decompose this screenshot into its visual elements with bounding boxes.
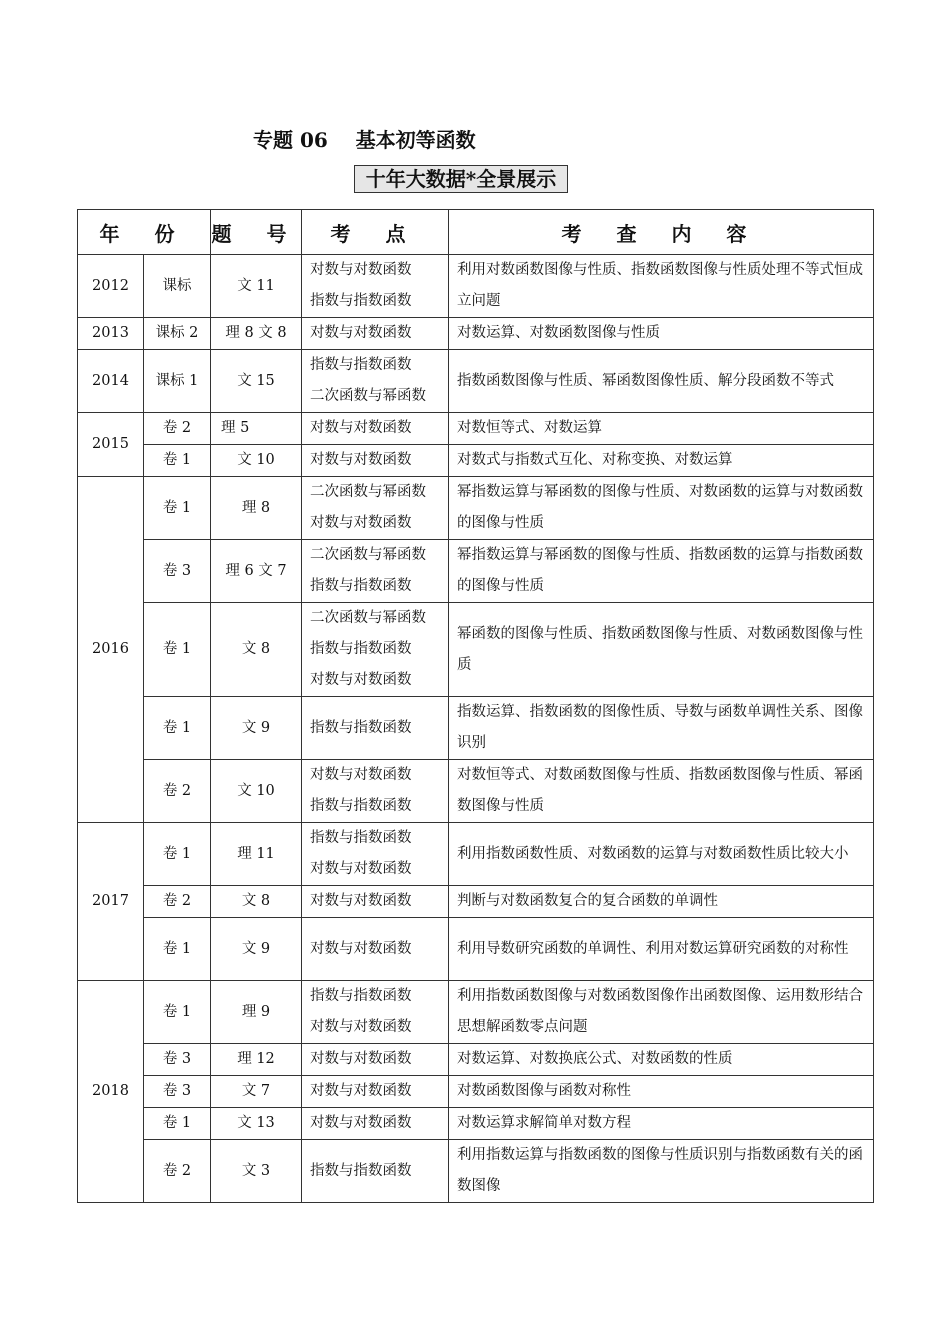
table-row xyxy=(78,540,874,603)
topic-line: 对数与对数函数 xyxy=(310,672,412,688)
topic-cell xyxy=(302,1076,449,1108)
topic-line: 对数与对数函数 xyxy=(310,420,412,436)
topic-line: 对数与对数函数 xyxy=(310,1083,412,1099)
topic-line: 二次函数与幂函数 xyxy=(310,484,426,500)
question-number-cell: 文 8 xyxy=(211,603,302,697)
paper-cell: 卷 1 xyxy=(144,477,211,540)
content-cell: 利用导数研究函数的单调性、利用对数运算研究函数的对称性 xyxy=(449,918,874,981)
paper-cell: 卷 2 xyxy=(144,1140,211,1203)
topic-line: 对数与对数函数 xyxy=(310,325,412,341)
table-row xyxy=(78,318,874,350)
year-cell: 2017 xyxy=(78,823,144,981)
table-row xyxy=(78,697,874,760)
paper-cell: 卷 1 xyxy=(144,1108,211,1140)
table-row xyxy=(78,981,874,1044)
topic-cell xyxy=(302,255,449,318)
question-number-cell: 文 15 xyxy=(211,350,302,413)
topic-line: 指数与指数函数 xyxy=(310,293,412,309)
question-number-cell: 理 8 xyxy=(211,477,302,540)
year-cell: 2018 xyxy=(78,981,144,1203)
content-cell: 幂函数的图像与性质、指数函数图像与性质、对数函数图像与性质 xyxy=(449,603,874,697)
question-number-cell: 文 11 xyxy=(211,255,302,318)
topic-cell xyxy=(302,413,449,445)
content-cell: 利用对数函数图像与性质、指数函数图像与性质处理不等式恒成立问题 xyxy=(449,255,874,318)
table-row xyxy=(78,886,874,918)
content-cell: 判断与对数函数复合的复合函数的单调性 xyxy=(449,886,874,918)
topic-cell xyxy=(302,445,449,477)
question-number-cell: 文 13 xyxy=(211,1108,302,1140)
paper-cell: 卷 3 xyxy=(144,540,211,603)
table-row xyxy=(78,1044,874,1076)
topic-line: 二次函数与幂函数 xyxy=(310,610,426,626)
content-cell: 对数函数图像与函数对称性 xyxy=(449,1076,874,1108)
topic-line: 对数与对数函数 xyxy=(310,1019,412,1035)
table-header-row xyxy=(78,210,874,255)
topic-cell xyxy=(302,697,449,760)
table-row xyxy=(78,1076,874,1108)
topic-line: 指数与指数函数 xyxy=(310,641,412,657)
question-number-cell: 文 7 xyxy=(211,1076,302,1108)
topic-line: 对数与对数函数 xyxy=(310,893,412,909)
paper-cell: 卷 2 xyxy=(144,413,211,445)
topic-line: 对数与对数函数 xyxy=(310,452,412,468)
topic-line: 指数与指数函数 xyxy=(310,988,412,1004)
table-row xyxy=(78,445,874,477)
year-cell: 2014 xyxy=(78,350,144,413)
paper-cell: 卷 1 xyxy=(144,603,211,697)
topic-cell xyxy=(302,318,449,350)
paper-cell: 卷 1 xyxy=(144,918,211,981)
year-cell: 2013 xyxy=(78,318,144,350)
content-cell: 对数恒等式、对数函数图像与性质、指数函数图像与性质、幂函数图像与性质 xyxy=(449,760,874,823)
topic-line: 对数与对数函数 xyxy=(310,262,412,278)
topic-line: 对数与对数函数 xyxy=(310,1115,412,1131)
header-topic: 考 点 xyxy=(302,210,449,255)
paper-cell: 卷 1 xyxy=(144,981,211,1044)
topic-cell xyxy=(302,477,449,540)
content-cell: 利用指数运算与指数函数的图像与性质识别与指数函数有关的函数图像 xyxy=(449,1140,874,1203)
topic-cell xyxy=(302,981,449,1044)
topic-line: 对数与对数函数 xyxy=(310,767,412,783)
topic-line: 指数与指数函数 xyxy=(310,719,412,736)
paper-cell: 课标 1 xyxy=(144,350,211,413)
content-cell: 指数函数图像与性质、幂函数图像性质、解分段函数不等式 xyxy=(449,350,874,413)
content-cell: 对数恒等式、对数运算 xyxy=(449,413,874,445)
question-number-cell: 理 12 xyxy=(211,1044,302,1076)
content-cell: 对数运算、对数函数图像与性质 xyxy=(449,318,874,350)
topic-cell xyxy=(302,823,449,886)
question-number-cell: 文 8 xyxy=(211,886,302,918)
table-row xyxy=(78,603,874,697)
question-number-cell: 理 8 文 8 xyxy=(211,318,302,350)
header-year: 年 份 xyxy=(78,210,211,255)
question-number-cell: 文 10 xyxy=(211,760,302,823)
paper-cell: 课标 2 xyxy=(144,318,211,350)
question-number-cell: 文 3 xyxy=(211,1140,302,1203)
content-cell: 利用指数函数性质、对数函数的运算与对数函数性质比较大小 xyxy=(449,823,874,886)
question-number-cell: 文 9 xyxy=(211,918,302,981)
year-cell: 2012 xyxy=(78,255,144,318)
paper-cell: 课标 xyxy=(144,255,211,318)
topic-cell xyxy=(302,760,449,823)
content-cell: 利用指数函数图像与对数函数图像作出函数图像、运用数形结合思想解函数零点问题 xyxy=(449,981,874,1044)
paper-cell: 卷 1 xyxy=(144,445,211,477)
topic-cell xyxy=(302,918,449,981)
page-subtitle: 十年大数据*全景展示 xyxy=(354,165,568,193)
topic-cell xyxy=(302,350,449,413)
paper-cell: 卷 2 xyxy=(144,760,211,823)
header-question-number: 题 号 xyxy=(211,210,302,255)
topic-cell xyxy=(302,1140,449,1203)
topic-line: 二次函数与幂函数 xyxy=(310,388,426,404)
topic-line: 指数与指数函数 xyxy=(310,578,412,594)
table-row xyxy=(78,255,874,318)
topic-line: 指数与指数函数 xyxy=(310,1162,412,1179)
year-cell: 2016 xyxy=(78,477,144,823)
content-cell: 幂指数运算与幂函数的图像与性质、指数函数的运算与指数函数的图像与性质 xyxy=(449,540,874,603)
page-title: 专题 06 基本初等函数 xyxy=(253,128,476,152)
topic-cell xyxy=(302,540,449,603)
table-row xyxy=(78,1108,874,1140)
content-cell: 指数运算、指数函数的图像性质、导数与函数单调性关系、图像识别 xyxy=(449,697,874,760)
header-content: 考 查 内 容 xyxy=(449,210,874,255)
topic-line: 对数与对数函数 xyxy=(310,940,412,957)
topic-line: 二次函数与幂函数 xyxy=(310,547,426,563)
content-cell: 对数运算、对数换底公式、对数函数的性质 xyxy=(449,1044,874,1076)
paper-cell: 卷 2 xyxy=(144,886,211,918)
content-cell: 对数运算求解简单对数方程 xyxy=(449,1108,874,1140)
year-cell: 2015 xyxy=(78,413,144,477)
question-number-cell: 文 10 xyxy=(211,445,302,477)
topic-line: 指数与指数函数 xyxy=(310,357,412,373)
table-row xyxy=(78,413,874,445)
table-row xyxy=(78,1140,874,1203)
topic-cell xyxy=(302,1108,449,1140)
table-row xyxy=(78,823,874,886)
table-row xyxy=(78,477,874,540)
question-number-cell: 理 9 xyxy=(211,981,302,1044)
paper-cell: 卷 1 xyxy=(144,697,211,760)
topic-cell xyxy=(302,603,449,697)
paper-cell: 卷 1 xyxy=(144,823,211,886)
table-row xyxy=(78,350,874,413)
topic-line: 对数与对数函数 xyxy=(310,1051,412,1067)
content-cell: 幂指数运算与幂函数的图像与性质、对数函数的运算与对数函数的图像与性质 xyxy=(449,477,874,540)
question-number-cell: 理 6 文 7 xyxy=(211,540,302,603)
topic-line: 对数与对数函数 xyxy=(310,515,412,531)
content-cell: 对数式与指数式互化、对称变换、对数运算 xyxy=(449,445,874,477)
exam-table xyxy=(77,209,874,1203)
topic-cell xyxy=(302,1044,449,1076)
topic-line: 指数与指数函数 xyxy=(310,798,412,814)
question-number-cell: 文 9 xyxy=(211,697,302,760)
topic-cell xyxy=(302,886,449,918)
question-number-cell: 理 11 xyxy=(211,823,302,886)
table-row xyxy=(78,760,874,823)
paper-cell: 卷 3 xyxy=(144,1044,211,1076)
question-number-cell: 理 5 xyxy=(211,413,302,445)
topic-line: 指数与指数函数 xyxy=(310,830,412,846)
topic-line: 对数与对数函数 xyxy=(310,861,412,877)
paper-cell: 卷 3 xyxy=(144,1076,211,1108)
table-row xyxy=(78,918,874,981)
